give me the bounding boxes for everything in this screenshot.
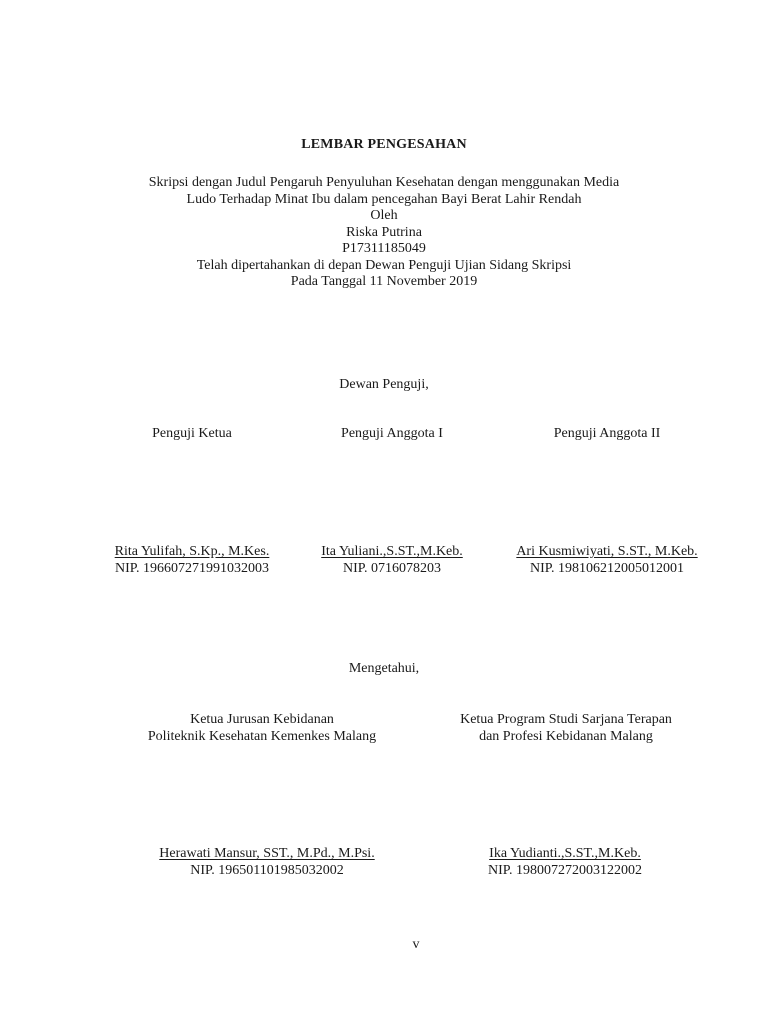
approval-statement bbox=[0, 175, 768, 291]
ack-role-right bbox=[416, 711, 716, 745]
acknowledgement-heading: Mengetahui, bbox=[348, 661, 420, 676]
ack-role-left-line-2: Politeknik Kesehatan Kemenkes Malang bbox=[147, 729, 377, 744]
ack-role-left bbox=[112, 711, 412, 745]
signatory-name: Ari Kusmiwiyati, S.ST., M.Keb. bbox=[516, 544, 698, 559]
signatory-name: Ita Yuliani.,S.ST.,M.Keb. bbox=[321, 544, 463, 559]
examiner-signature-member-2 bbox=[507, 544, 707, 577]
examiners-heading: Dewan Penguji, bbox=[339, 377, 429, 392]
signatory-nip: NIP. 0716078203 bbox=[342, 560, 441, 576]
thesis-title-line-2: Ludo Terhadap Minat Ibu dalam pencegahan Bayi Berat Lahir Rendah bbox=[186, 191, 582, 207]
author-name: Riska Putrina bbox=[346, 224, 422, 240]
examiner-role-member-1: Penguji Anggota I bbox=[341, 426, 443, 441]
by-label: Oleh bbox=[370, 208, 398, 223]
ack-signature-left bbox=[117, 846, 417, 879]
examiner-role-member-2: Penguji Anggota II bbox=[553, 426, 661, 441]
signatory-name: Herawati Mansur, SST., M.Pd., M.Psi. bbox=[159, 846, 375, 861]
signatory-name: Rita Yulifah, S.Kp., M.Kes. bbox=[114, 544, 270, 559]
signatory-name: Ika Yudianti.,S.ST.,M.Keb. bbox=[489, 846, 641, 861]
signatory-nip: NIP. 196607271991032003 bbox=[114, 560, 269, 576]
page-number: v bbox=[412, 937, 420, 952]
defense-statement: Telah dipertahankan di depan Dewan Penguji Ujian Sidang Skripsi bbox=[196, 257, 572, 273]
ack-role-left-line-1: Ketua Jurusan Kebidanan bbox=[190, 712, 334, 727]
student-id: P17311185049 bbox=[342, 241, 426, 256]
page-title: LEMBAR PENGESAHAN bbox=[301, 137, 467, 152]
signatory-nip: NIP. 196501101985032002 bbox=[190, 862, 344, 878]
ack-signature-right bbox=[415, 846, 715, 879]
ack-role-right-line-1: Ketua Program Studi Sarjana Terapan bbox=[460, 712, 672, 727]
examiner-role-chair: Penguji Ketua bbox=[152, 426, 232, 441]
signatory-nip: NIP. 198007272003122002 bbox=[487, 862, 642, 878]
examiner-signature-member-1 bbox=[292, 544, 492, 577]
examiner-signature-chair bbox=[92, 544, 292, 577]
signatory-nip: NIP. 198106212005012001 bbox=[529, 560, 684, 576]
thesis-title-line-1: Skripsi dengan Judul Pengaruh Penyuluhan Kesehatan dengan menggunakan Media bbox=[148, 175, 620, 190]
defense-date: Pada Tanggal 11 November 2019 bbox=[290, 274, 478, 289]
ack-role-right-line-2: dan Profesi Kebidanan Malang bbox=[479, 729, 653, 744]
